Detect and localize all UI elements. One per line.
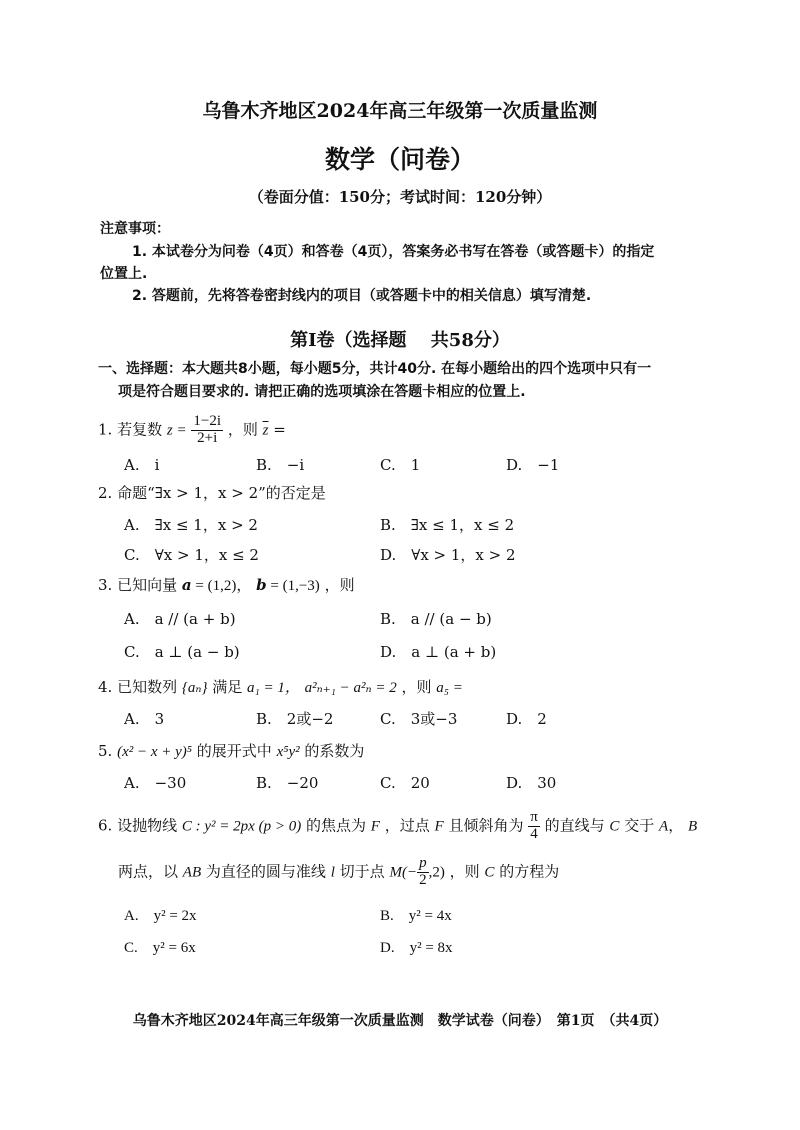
page-footer: 乌鲁木齐地区2024年高三年级第一次质量监测 数学试卷（问卷） 第1页 （共4页） [132, 1013, 668, 1029]
q6-comma: ， [668, 816, 684, 835]
q6-directrix-l: l [330, 864, 335, 881]
question-3 [98, 574, 355, 595]
question-6 [98, 810, 697, 843]
q6-c: C [609, 818, 620, 835]
q6-parabola: C : y² = 2px (p > 0) [181, 818, 302, 835]
exam-subtitle: 数学（问卷） [324, 145, 475, 174]
q5-option-d: D. 30 [506, 774, 557, 792]
question-1 [98, 414, 286, 447]
q6-four: 4 [530, 825, 538, 842]
section-intro-cont: 项是符合题目要求的. 请把正确的选项填涂在答题卡相应的位置上. [118, 384, 526, 400]
q3-number: 3. [98, 576, 113, 594]
q2-option-c: C. ∀x > 1，x ≤ 2 [124, 546, 259, 564]
q6-point-b: B [687, 818, 698, 835]
question-4 [98, 676, 463, 697]
section-title: 第Ⅰ卷（选择题 共58分） [290, 330, 510, 351]
q5-expression: (x² − x + y)⁵ [117, 744, 193, 760]
q6-segment-ab: AB [182, 864, 202, 881]
q2-option-a: A. ∃x ≤ 1，x > 2 [124, 516, 258, 534]
q6-text-1d: 且倾斜角为 [448, 816, 524, 835]
q3-option-a: A. a // (a + b) [124, 610, 236, 628]
section-intro: 一、选择题：本大题共8小题，每小题5分，共计40分. 在每小题给出的四个选项中只有一 [98, 361, 652, 377]
q3-stem-pre: 已知向量 [117, 576, 178, 594]
notice-item-2: 2. 答题前，先将答卷密封线内的项目（或答题卡中的相关信息）填写清楚. [132, 288, 592, 304]
q6-p: p [419, 855, 427, 871]
q6-text-1e: 的直线与 [544, 816, 605, 835]
q4-sequence: {aₙ} [181, 680, 208, 696]
q1-zbar: $\overline{z}$ [262, 422, 269, 439]
q6-text-2c: 切于点 [339, 862, 385, 881]
q4-option-d: D. 2 [506, 710, 547, 728]
q6-two: 2 [419, 871, 427, 888]
q3-option-d: D. a ⊥ (a + b) [380, 643, 497, 661]
q6-text-1f: 交于 [624, 816, 655, 835]
q1-stem-post: ，则 [227, 420, 258, 439]
q2-option-d: D. ∀x > 1，x > 2 [380, 546, 516, 564]
q4-option-c: C. 3或−3 [380, 710, 458, 728]
question-5 [98, 740, 364, 761]
q6-point-a: A [659, 818, 669, 835]
q4-ask: a₅ = [436, 680, 463, 696]
q5-option-c: C. 20 [380, 774, 430, 792]
q6-option-c: C. y² = 6x [124, 940, 196, 956]
q1-option-d: D. −1 [506, 456, 560, 474]
q4-number: 4. [98, 678, 113, 696]
q6-text-1b: 的焦点为 [305, 816, 366, 835]
q5-option-b: B. −20 [256, 774, 319, 792]
q6-point-m-end: ,2) [428, 864, 445, 881]
q6-option-b: B. y² = 4x [380, 908, 452, 924]
q1-number: 1. [98, 420, 113, 439]
q3-option-b: B. a // (a − b) [380, 610, 492, 628]
q3-vector-a-value: = (1,2)， [191, 578, 252, 594]
q4-stem-mid: 满足 [212, 678, 243, 696]
q3-stem-post: ，则 [324, 576, 355, 594]
q1-option-c: C. 1 [380, 456, 421, 474]
q1-stem-pre: 若复数 [117, 420, 163, 439]
q2-stem: 命题“∃x > 1，x > 2”的否定是 [117, 484, 326, 502]
q2-number: 2. [98, 484, 113, 502]
q1-eq: = [273, 420, 286, 439]
q3-vector-b-value: = (1,−3) [266, 578, 320, 594]
q6-option-a: A. y² = 2x [124, 908, 197, 924]
notice-item-1: 1. 本试卷分为问卷（4页）和答卷（4页），答案务必书写在答卷（或答题卡）的指定 [132, 244, 655, 260]
q1-fraction [191, 414, 223, 447]
q6-text-2e: 的方程为 [499, 862, 560, 881]
exam-title: 乌鲁木齐地区2024年高三年级第一次质量监测 [202, 100, 598, 122]
q1-option-a: A. i [124, 456, 160, 474]
q6-point-m: M(− [389, 864, 418, 881]
notice-item-1-cont: 位置上. [100, 266, 148, 282]
q6-text-2b: 为直径的圆与准线 [205, 862, 326, 881]
q6-angle-fraction [528, 810, 540, 843]
q4-stem-pre: 已知数列 [117, 678, 178, 696]
q5-option-a: A. −30 [124, 774, 187, 792]
q6-text-1a: 设抛物线 [117, 816, 178, 835]
q6-focus-f-2: F [434, 818, 444, 835]
q6-number: 6. [98, 816, 113, 835]
q6-pi: π [530, 809, 538, 825]
question-6-line-2 [118, 856, 559, 889]
q1-numerator: 1−2i [193, 413, 222, 429]
q6-focus-f: F [370, 818, 380, 835]
notice-heading: 注意事项： [100, 221, 170, 237]
q6-c-2: C [484, 864, 495, 881]
q6-p-fraction [417, 856, 429, 889]
q6-text-2a: 两点，以 [118, 862, 179, 881]
q4-option-a: A. 3 [124, 710, 165, 728]
q3-option-c: C. a ⊥ (a − b) [124, 643, 240, 661]
q6-text-1c: ，过点 [384, 816, 430, 835]
q4-stem-post: ，则 [401, 678, 432, 696]
q4-condition-1: a₁ = 1， [247, 680, 300, 696]
exam-info: （卷面分值：150分；考试时间：120分钟） [248, 188, 552, 206]
question-2 [98, 482, 326, 503]
q5-stem-post: 的系数为 [304, 742, 365, 760]
q4-option-b: B. 2或−2 [256, 710, 334, 728]
q4-condition-2: a²ₙ₊₁ − a²ₙ = 2 [304, 680, 397, 696]
q1-z-eq: z = [166, 422, 187, 439]
q6-option-d: D. y² = 8x [380, 940, 453, 956]
q6-text-2d: ，则 [449, 862, 480, 881]
q5-term: x⁵y² [276, 744, 300, 760]
q5-stem-mid: 的展开式中 [196, 742, 272, 760]
q1-denominator: 2+i [197, 429, 218, 446]
q3-vector-a: a [181, 576, 192, 594]
q3-vector-b: b [256, 576, 267, 594]
q2-option-b: B. ∃x ≤ 1，x ≤ 2 [380, 516, 515, 534]
q5-number: 5. [98, 742, 113, 760]
q1-option-b: B. −i [256, 456, 305, 474]
